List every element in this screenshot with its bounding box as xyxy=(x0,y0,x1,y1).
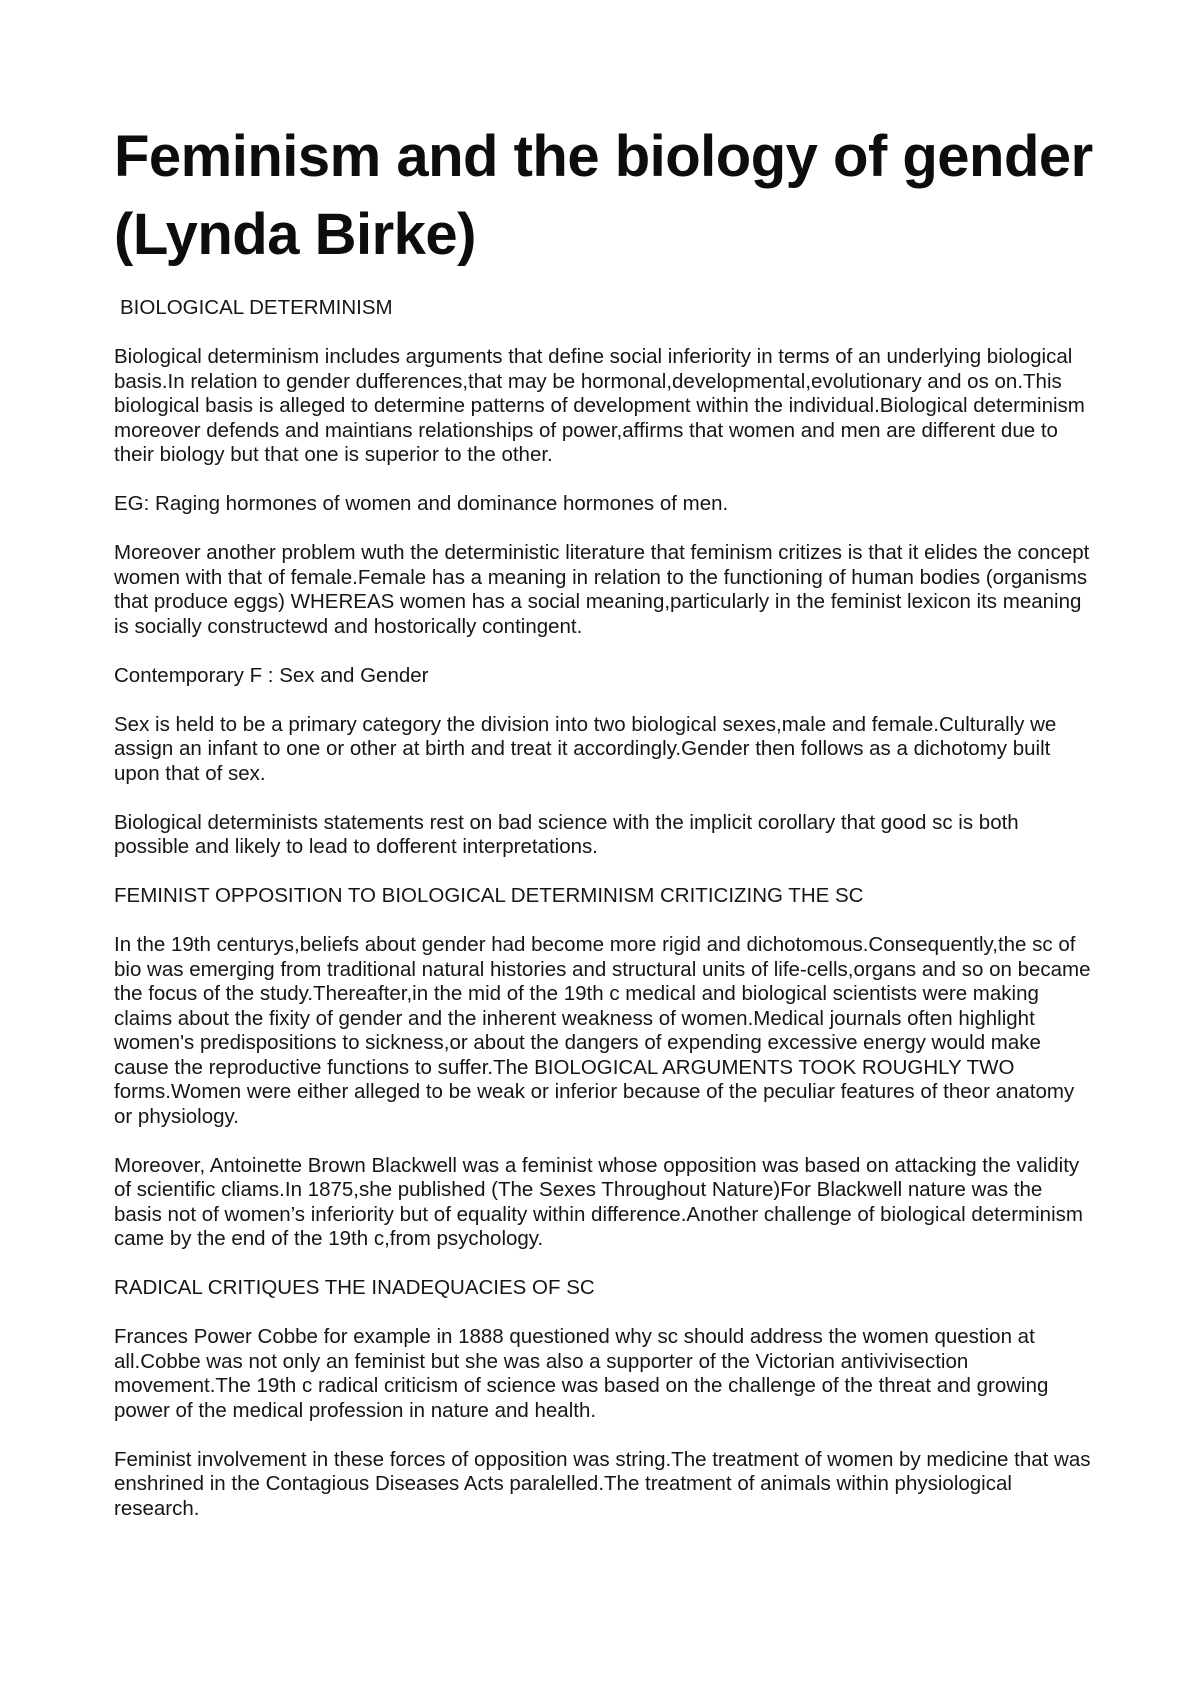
section-heading-biological-determinism: BIOLOGICAL DETERMINISM xyxy=(120,296,393,319)
paragraph-feminist-involvement: Feminist involvement in these forces of opposition was string.The treatment of women by medicine that was enshrined in the Contagious Diseases Acts paralelled.The treatment of animals within physiological research. xyxy=(114,1447,1091,1520)
paragraph-blackwell: Moreover, Antoinette Brown Blackwell was a feminist whose opposition was based on attacking the validity of scientific cliams.In 1875,she published (The Sexes Throughout Nature)For Blackwell nature was the basis not of women’s inferiority but of equality within difference.Another challenge of biological determinism came by the end of the 19th c,from psychology. xyxy=(114,1153,1083,1250)
paragraph-19th-century-beliefs: In the 19th centurys,beliefs about gender had become more rigid and dichotomous.Consequently,the sc of bio was emerging from traditional natural histories and structural units of life-cells,organs and so on became the focus of the study.Thereafter,in the mid of the 19th c medical and biological scientists were making claims about the fixity of gender and the inherent weakness of women.Medical journals often highlight women's predispositions to sickness,or about the dangers of expending excessive energy would make cause the reproductive functions to suffer.The BIOLOGICAL ARGUMENTS TOOK ROUGHLY TWO forms.Women were either alleged to be weak or inferior because of the peculiar features of theor anatomy or physiology. xyxy=(114,933,1091,1128)
section-heading-feminist-opposition: FEMINIST OPPOSITION TO BIOLOGICAL DETERMINISM CRITICIZING THE SC xyxy=(114,884,864,907)
paragraph-biological-determinism-definition: Biological determinism includes arguments that define social inferiority in terms of an underlying biological basis.In relation to gender dufferences,that may be hormonal,developmental,evolutionary and os on.This biological basis is alleged to determine patterns of development within the individual.Biological determinism moreover defends and maintians relationships of power,affirms that women and men are different due to their biology but that one is superior to the other. xyxy=(114,345,1085,466)
paragraph-sex-primary-category: Sex is held to be a primary category the division into two biological sexes,male and female.Culturally we assign an infant to one or other at birth and treat it accordingly.Gender then follows as a dichotomy built upon that of sex. xyxy=(114,712,1057,785)
section-heading-sex-and-gender: Contemporary F : Sex and Gender xyxy=(114,663,429,687)
document-title: Feminism and the biology of gender (Lynda Birke) xyxy=(114,124,1093,267)
paragraph-women-vs-female: Moreover another problem wuth the deterministic literature that feminism critizes is that it elides the concept women with that of female.Female has a meaning in relation to the functioning of human bodies (organisms that produce eggs) WHEREAS women has a social meaning,particularly in the feminist lexicon its meaning is socially constructewd and hostorically contingent. xyxy=(114,541,1090,638)
paragraph-cobbe: Frances Power Cobbe for example in 1888 questioned why sc should address the women question at all.Cobbe was not only an feminist but she was also a supporter of the Victorian antivivisection movement.The 19th c radical criticism of science was based on the challenge of the threat and growing power of the medical profession in nature and health. xyxy=(114,1325,1049,1422)
paragraph-bad-science: Biological determinists statements rest on bad science with the implicit corollary that good sc is both possible and likely to lead to dofferent interpretations. xyxy=(114,810,1019,858)
paragraph-example-hormones: EG: Raging hormones of women and dominance hormones of men. xyxy=(114,492,729,515)
section-heading-radical-critiques: RADICAL CRITIQUES THE INADEQUACIES OF SC xyxy=(114,1276,595,1299)
document-page xyxy=(114,118,1094,1546)
